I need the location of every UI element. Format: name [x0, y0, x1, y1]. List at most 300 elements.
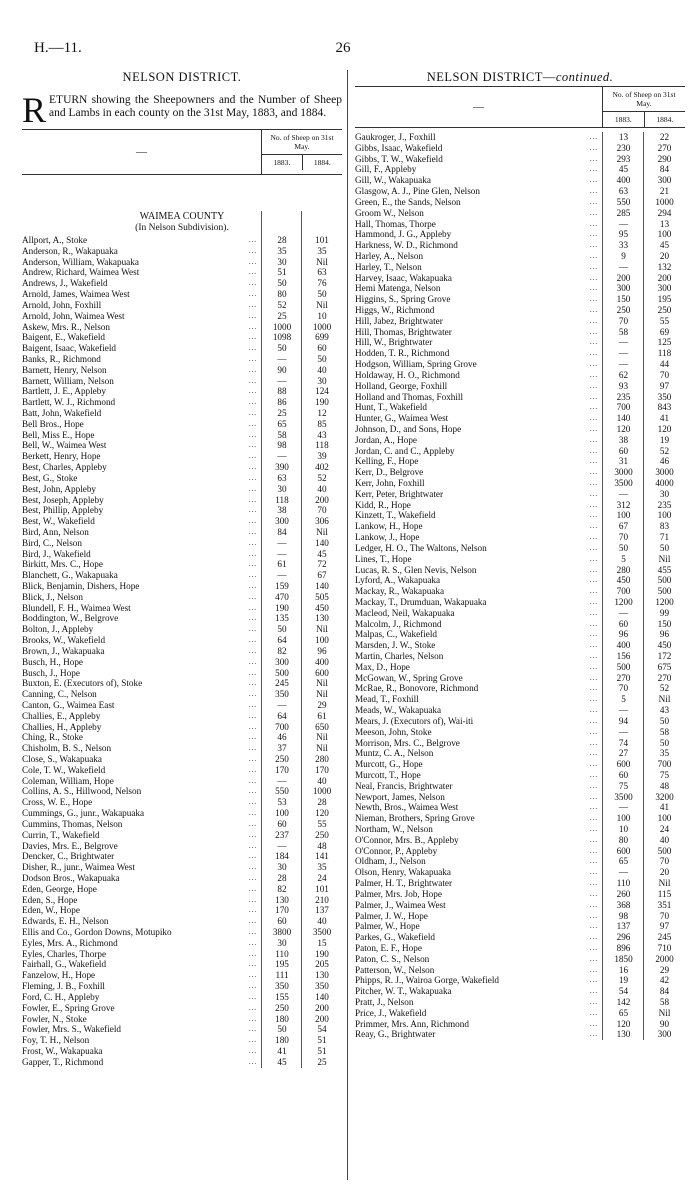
sheep-1884: Nil — [316, 624, 328, 635]
sheep-1883: 170 — [275, 905, 289, 916]
table-row — [22, 905, 342, 916]
leader-dots: ... — [248, 473, 258, 482]
leader-dots: ... — [589, 825, 599, 833]
owner-name: Marsden, J. W., Stoke — [355, 640, 436, 651]
leader-dots: ... — [248, 506, 258, 515]
sheep-1883: 65 — [277, 418, 287, 429]
leader-dots: ... — [248, 830, 258, 839]
table-row — [22, 559, 342, 570]
table-row — [355, 748, 685, 759]
leader-dots: ... — [248, 463, 258, 472]
owner-name: Muntz, C. A., Nelson — [355, 748, 434, 759]
owner-name: Gapper, T., Richmond — [22, 1056, 104, 1067]
table-row — [22, 700, 342, 711]
leader-dots: ... — [248, 949, 258, 958]
owner-name: Lyford, A., Wakapuaka — [355, 575, 441, 586]
owner-name: Holland, George, Foxhill — [355, 380, 448, 391]
table-row — [22, 343, 342, 354]
leader-dots: ... — [248, 690, 258, 699]
owner-name: Brooks, W., Wakefield — [22, 635, 106, 646]
table-row — [22, 549, 342, 560]
sheep-1883: 400 — [616, 640, 631, 651]
left-header-caption: No. of Sheep on 31st May. — [262, 130, 342, 155]
table-row — [22, 473, 342, 484]
table-row — [22, 235, 342, 246]
sheep-1884: 61 — [317, 710, 327, 721]
sheep-1884: 96 — [317, 645, 327, 656]
table-row — [22, 981, 342, 992]
owner-name: Cummins, Thomas, Nelson — [22, 818, 123, 829]
table-row — [22, 786, 342, 797]
table-row — [355, 597, 685, 608]
sheep-1883: 200 — [616, 272, 631, 283]
table-row — [355, 543, 685, 554]
table-row — [355, 608, 685, 619]
sheep-1883: 150 — [616, 294, 631, 305]
sheep-1884: 76 — [317, 278, 327, 289]
leader-dots: ... — [589, 987, 599, 996]
sheep-1884: 21 — [659, 186, 670, 197]
owner-name: Max, D., Hope — [355, 661, 410, 672]
owner-name: Bartlett, W. J., Richmond — [22, 397, 116, 408]
owner-name: Blick, Benjamin, Dishers, Hope — [22, 581, 140, 591]
table-row — [22, 949, 342, 960]
sheep-1884: 52 — [659, 683, 670, 694]
owner-name: Harley, T., Nelson — [355, 261, 422, 272]
owner-name: Bolton, J., Appleby — [22, 624, 94, 635]
table-row — [22, 332, 342, 343]
sheep-1883: 700 — [275, 721, 289, 732]
sheep-1884: 35 — [659, 748, 670, 759]
sheep-1884: 70 — [659, 369, 670, 380]
leader-dots: ... — [248, 290, 258, 299]
table-row — [355, 337, 685, 348]
owner-name: Anderson, William, Wakapuaka — [22, 256, 139, 267]
intro-text: ETURN showing the Sheepowners and the Number of Sheep and Lambs in each county on the 31st May, 1883, and 1884. — [49, 94, 342, 119]
leader-dots: ... — [589, 295, 599, 304]
table-row — [355, 554, 685, 565]
sheep-1884: 100 — [657, 813, 672, 824]
sheep-1884: 450 — [657, 640, 672, 651]
sheep-1883: 50 — [277, 343, 287, 354]
left-column-title: NELSON DISTRICT. — [122, 70, 242, 84]
sheep-1883: 600 — [616, 759, 631, 770]
owner-name: Kerr, John, Foxhill — [355, 478, 425, 488]
owner-name: Best, John, Appleby — [22, 483, 97, 494]
table-row — [22, 938, 342, 949]
leader-dots: ... — [589, 273, 599, 282]
owner-name: Askew, Mrs. R., Nelson — [22, 321, 110, 332]
sheep-1883: 190 — [275, 602, 289, 613]
sheep-1884: 400 — [315, 656, 329, 667]
leader-dots: ... — [248, 776, 258, 785]
sheep-1884: 118 — [657, 348, 672, 359]
owner-name: Harvey, Isaac, Wakapuaka — [355, 272, 452, 283]
table-row — [355, 943, 685, 954]
table-row — [355, 683, 685, 694]
leader-dots: ... — [589, 251, 599, 260]
sheep-1883: 312 — [616, 499, 631, 510]
sheep-1883: 9 — [621, 250, 626, 261]
sheep-1883: — — [618, 802, 629, 813]
table-row — [22, 570, 342, 581]
table-row — [355, 510, 685, 521]
table-row — [22, 1057, 342, 1068]
sheep-1884: 40 — [317, 775, 327, 786]
sheep-1883: 350 — [275, 981, 289, 992]
sheep-1883: 3500 — [614, 791, 633, 802]
sheep-1884: 15 — [317, 937, 327, 948]
leader-dots: ... — [248, 625, 258, 634]
sheep-1884: 75 — [659, 769, 670, 780]
sheep-1884: 35 — [317, 245, 327, 256]
leader-dots: ... — [248, 354, 258, 363]
owner-name: Kelling, F., Hope — [355, 456, 419, 467]
leader-dots: ... — [589, 900, 599, 909]
owner-name: Meeson, John, Stoke — [355, 726, 432, 737]
owner-name: Hill, W., Brightwater — [355, 337, 433, 348]
owner-name: Morrison, Mrs. C., Belgrove — [355, 737, 460, 748]
sheep-1884: 3500 — [312, 927, 332, 937]
leader-dots: ... — [589, 176, 599, 185]
owner-name: Coleman, William, Hope — [22, 775, 114, 786]
sheep-1883: 64 — [277, 635, 287, 646]
owner-name: Bartlett, J. E., Appleby — [22, 386, 106, 397]
leader-dots: ... — [248, 452, 258, 461]
right-header-caption: No. of Sheep on 31st May. — [603, 87, 685, 112]
owner-name: Best, Phillip, Appleby — [22, 505, 104, 516]
owner-name: Malpas, C., Wakefield — [355, 629, 438, 640]
table-row — [355, 197, 685, 208]
sheep-1883: 46 — [277, 732, 287, 743]
owner-name: Andrew, Richard, Waimea West — [22, 267, 140, 278]
leader-dots: ... — [248, 744, 258, 753]
sheep-1884: 84 — [659, 164, 670, 175]
sheep-1883: 65 — [618, 856, 629, 867]
sheep-1883: 25 — [277, 310, 287, 321]
county-subheading: (In Nelson Subdivision). — [135, 223, 229, 233]
owner-name: Paton, E. F., Hope — [355, 942, 422, 953]
sheep-1883: 98 — [618, 910, 629, 921]
leader-dots: ... — [589, 781, 599, 790]
table-row — [355, 294, 685, 305]
sheep-1883: 19 — [618, 975, 629, 986]
sheep-1883: — — [618, 337, 629, 348]
page-header — [34, 40, 652, 58]
table-row — [22, 408, 342, 419]
leader-dots: ... — [589, 306, 599, 314]
owner-name: Fowler, E., Spring Grove — [22, 1002, 115, 1013]
sheep-1883: 180 — [275, 1013, 289, 1024]
owner-name: Allport, A., Stoke — [22, 235, 88, 245]
table-row — [355, 792, 685, 803]
sheep-1883: 10 — [618, 824, 629, 834]
sheep-1883: 52 — [277, 299, 287, 310]
table-row — [22, 246, 342, 257]
table-row — [355, 759, 685, 770]
sheep-1884: 710 — [657, 942, 672, 953]
sheep-1883: 195 — [275, 959, 289, 970]
leader-dots: ... — [248, 711, 258, 720]
sheep-1884: 100 — [657, 510, 672, 521]
sheep-1884: 85 — [317, 418, 327, 429]
sheep-1884: 48 — [317, 840, 327, 851]
owner-name: Hodden, T. R., Richmond — [355, 348, 450, 359]
leader-dots: ... — [248, 517, 258, 526]
owner-name: Baigent, E., Wakefield — [22, 332, 106, 343]
owner-name: Jordan, C. and C., Appleby — [355, 445, 455, 456]
sheep-1884: 200 — [315, 1013, 329, 1024]
table-row — [22, 884, 342, 895]
leader-dots: ... — [248, 603, 258, 612]
owner-name: Bird, C., Nelson — [22, 537, 82, 548]
table-row — [355, 813, 685, 824]
owner-name: Foy, T. H., Nelson — [22, 1035, 90, 1046]
sheep-1884: 40 — [317, 483, 327, 494]
table-row — [22, 257, 342, 268]
table-row — [22, 851, 342, 862]
owner-name: Palmer, J. W., Hope — [355, 910, 428, 921]
sheep-1883: 50 — [277, 624, 287, 635]
leader-dots: ... — [589, 1019, 599, 1028]
leader-dots: ... — [248, 841, 258, 850]
sheep-1884: 39 — [317, 451, 327, 462]
sheep-1883: 54 — [618, 986, 629, 997]
leader-dots: ... — [248, 484, 258, 493]
owner-name: Cummings, G., junr., Wakapuaka — [22, 808, 145, 819]
owner-name: Close, S., Wakapuaka — [22, 754, 102, 764]
table-row — [22, 538, 342, 549]
leader-dots: ... — [589, 360, 599, 369]
leader-dots: ... — [589, 673, 599, 682]
owner-name: Northam, W., Nelson — [355, 824, 433, 834]
table-row — [355, 867, 685, 878]
table-row — [22, 862, 342, 873]
leader-dots: ... — [589, 1030, 599, 1039]
sheep-1884: 170 — [315, 764, 329, 775]
owner-name: Harkness, W. D., Richmond — [355, 240, 458, 251]
table-row — [355, 521, 685, 532]
owner-name: Meads, W., Wakapuaka — [355, 705, 442, 716]
table-row — [22, 657, 342, 668]
owner-name: Mackay, R., Wakapuaka — [355, 586, 445, 597]
leader-dots: ... — [248, 873, 258, 882]
table-row — [355, 164, 685, 175]
leader-dots: ... — [248, 376, 258, 385]
right-header-years — [603, 87, 685, 127]
sheep-1884: 54 — [317, 1024, 327, 1035]
owner-name: Fowler, N., Stoke — [22, 1013, 87, 1024]
table-row — [22, 430, 342, 441]
sheep-1884: Nil — [658, 694, 671, 705]
owner-name: Hill, Thomas, Brightwater — [355, 326, 452, 337]
sheep-1883: 156 — [616, 651, 631, 661]
sheep-1883: 368 — [616, 899, 631, 910]
table-row — [22, 959, 342, 970]
sheep-1883: 61 — [277, 559, 287, 570]
owner-name: Arnold, John, Foxhill — [22, 299, 102, 310]
owner-name: Boddington, W., Belgrove — [22, 613, 119, 624]
sheep-1883: 700 — [616, 586, 631, 597]
table-row — [355, 186, 685, 197]
leader-dots: ... — [589, 533, 599, 542]
leader-dots: ... — [589, 608, 599, 617]
table-row — [355, 878, 685, 889]
sheep-1883: — — [618, 348, 629, 359]
sheep-1884: 40 — [659, 834, 670, 845]
sheep-1883: 285 — [616, 207, 631, 218]
sheep-1883: 93 — [618, 380, 629, 391]
table-row — [22, 278, 342, 289]
leader-dots: ... — [589, 154, 599, 163]
owner-name: Ellis and Co., Gordon Downs, Motupiko — [22, 927, 172, 937]
table-row — [355, 846, 685, 857]
leader-dots: ... — [248, 387, 258, 396]
sheep-1884: 30 — [659, 488, 670, 499]
owner-name: Palmer, H. T., Brightwater — [355, 878, 453, 889]
table-row — [355, 1008, 685, 1019]
owner-name: Higgins, S., Spring Grove — [355, 294, 451, 305]
sheep-1884: 58 — [659, 726, 670, 737]
leader-dots: ... — [589, 846, 599, 855]
leader-dots: ... — [589, 630, 599, 639]
table-row — [22, 873, 342, 884]
sheep-1883: 70 — [618, 683, 629, 694]
leader-dots: ... — [248, 863, 258, 872]
table-row — [22, 689, 342, 700]
document-reference: H.—11. — [34, 40, 82, 56]
table-row — [355, 965, 685, 976]
left-table-header — [22, 129, 342, 175]
leader-dots: ... — [589, 414, 599, 423]
sheep-1884: 294 — [657, 207, 672, 218]
table-row — [22, 776, 342, 787]
sheep-1883: 550 — [275, 786, 289, 797]
sheep-1884: 3000 — [655, 467, 674, 478]
sheep-1884: 200 — [657, 272, 672, 283]
table-row — [355, 413, 685, 424]
leader-dots: ... — [248, 1003, 258, 1012]
sheep-1883: 100 — [275, 808, 289, 819]
owner-name: Busch, J., Hope — [22, 667, 80, 678]
owner-name: Gaukroger, J., Foxhill — [355, 132, 436, 142]
sheep-1884: 101 — [315, 235, 329, 245]
table-row — [22, 895, 342, 906]
table-row — [22, 527, 342, 538]
leader-dots: ... — [248, 668, 258, 677]
sheep-1883: 270 — [616, 672, 631, 683]
owner-name: Andrews, J., Wakefield — [22, 278, 108, 289]
leader-dots: ... — [589, 165, 599, 174]
sheep-1883: 60 — [618, 769, 629, 780]
sheep-1883: 38 — [618, 434, 629, 445]
sheep-1883: 65 — [618, 1007, 629, 1018]
table-row — [355, 738, 685, 749]
table-row — [22, 668, 342, 679]
table-row — [22, 1035, 342, 1046]
sheep-1883: 38 — [277, 505, 287, 516]
owner-name: Palmer, W., Hope — [355, 921, 420, 932]
sheep-1883: — — [618, 359, 629, 370]
owner-name: Birkitt, Mrs. C., Hope — [22, 559, 103, 570]
table-row — [22, 678, 342, 689]
leader-dots: ... — [248, 895, 258, 904]
sheep-1884: 190 — [315, 397, 329, 408]
right-title-main: NELSON DISTRICT— — [426, 70, 556, 84]
owner-name: Neal, Francis, Brightwater — [355, 780, 453, 791]
owner-name: Fowler, Mrs. S., Wakefield — [22, 1024, 122, 1035]
sheep-1884: 63 — [317, 267, 327, 278]
sheep-1883: 235 — [616, 391, 631, 402]
table-row — [22, 495, 342, 506]
sheep-1884: 450 — [315, 602, 329, 613]
sheep-1883: 245 — [275, 678, 289, 689]
sheep-1883: 30 — [277, 937, 287, 948]
sheep-1883: 70 — [618, 315, 629, 326]
leader-dots: ... — [248, 409, 258, 417]
sheep-1884: 50 — [659, 737, 670, 748]
owner-name: Gill, W., Wakapuaka — [355, 175, 431, 186]
leader-dots: ... — [248, 938, 258, 947]
table-row — [355, 932, 685, 943]
leader-dots: ... — [248, 344, 258, 353]
sheep-1884: 200 — [315, 494, 329, 505]
owner-name: Parkes, G., Wakefield — [355, 932, 435, 943]
owner-name: Palmer, Mrs. Job, Hope — [355, 888, 442, 899]
sheep-1884: 505 — [315, 591, 329, 602]
sheep-1884: 50 — [317, 289, 327, 300]
sheep-1884: 500 — [657, 845, 672, 856]
sheep-1883: 33 — [618, 240, 629, 251]
table-row — [22, 300, 342, 311]
sheep-1884: 28 — [317, 797, 327, 808]
leader-dots: ... — [248, 560, 258, 569]
table-row — [355, 348, 685, 359]
sheep-1884: 141 — [315, 851, 329, 862]
leader-dots: ... — [248, 906, 258, 915]
sheep-1883: 350 — [275, 689, 289, 700]
sheep-1883: 280 — [616, 564, 631, 575]
sheep-1883: 98 — [277, 440, 287, 451]
owner-name: Newport, James, Nelson — [355, 791, 445, 802]
sheep-1883: 60 — [618, 445, 629, 456]
leader-dots: ... — [248, 549, 258, 558]
leader-dots: ... — [589, 587, 599, 596]
table-row — [355, 435, 685, 446]
table-row — [355, 500, 685, 511]
table-row — [355, 219, 685, 230]
sheep-1884: 140 — [315, 581, 329, 591]
table-row — [355, 446, 685, 457]
leader-dots: ... — [589, 619, 599, 628]
leader-dots: ... — [589, 716, 599, 725]
sheep-1884: 130 — [315, 970, 329, 981]
sheep-1883: 100 — [616, 510, 631, 521]
leader-dots: ... — [589, 879, 599, 888]
table-row — [355, 305, 685, 316]
table-row — [355, 705, 685, 716]
leader-dots: ... — [248, 787, 258, 796]
leader-dots: ... — [589, 954, 599, 963]
sheep-1883: 88 — [277, 386, 287, 397]
sheep-1883: 27 — [618, 748, 629, 759]
sheep-1883: 600 — [616, 845, 631, 856]
sheep-1883: 130 — [616, 1029, 631, 1040]
sheep-1883: — — [277, 375, 287, 386]
sheep-1884: Nil — [316, 526, 328, 537]
owner-name: Bell, Miss E., Hope — [22, 429, 95, 440]
sheep-1883: 84 — [277, 526, 287, 537]
